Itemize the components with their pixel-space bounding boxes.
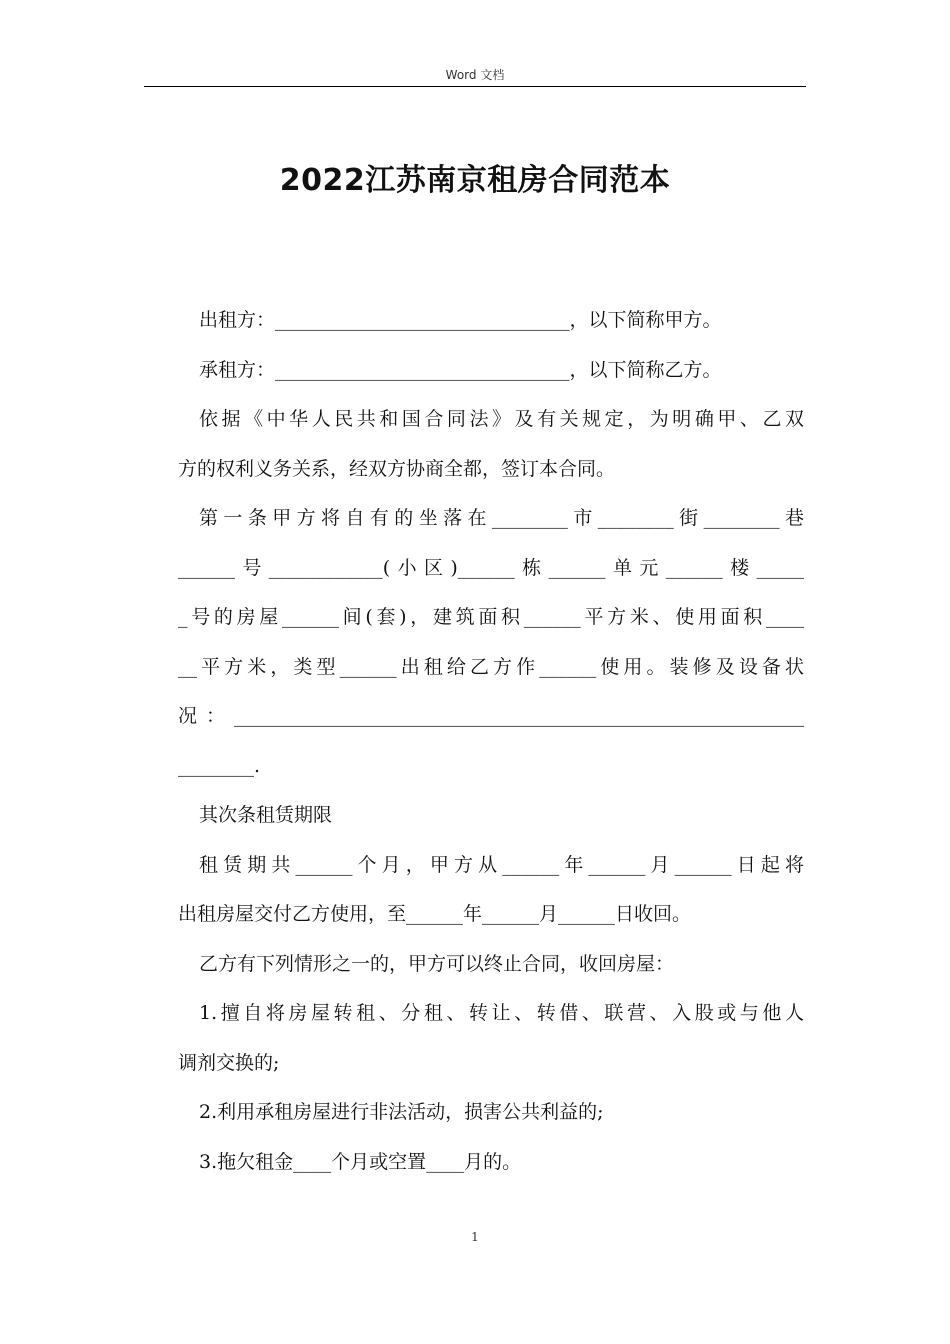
- paragraph-basis-line-2: 方的权利义务关系，经双方协商全都，签订本合同。: [178, 457, 616, 480]
- document-title: 2022江苏南京租房合同范本: [279, 163, 671, 198]
- paragraph-basis-line-1: 依据《中华人民共和国合同法》及有关规定，为明确甲、乙双: [199, 408, 804, 430]
- article-1-line-5: 况：____________________________________________________________: [178, 705, 804, 727]
- termination-item-2: 2.利用承租房屋进行非法活动，损害公共利益的;: [199, 1101, 604, 1123]
- document-header: Word 文档: [445, 68, 505, 82]
- article-1-line-2: ______号____________(小区)______栋______单元______楼_____: [178, 556, 804, 579]
- article-1-line-4: __平方米，类型______出租给乙方作______使用。装修及设备状: [178, 655, 804, 678]
- page-number: 1: [471, 1230, 479, 1244]
- lease-term-line-2: 出租房屋交付乙方使用，至______年______月______日收回。: [178, 903, 692, 925]
- paragraph-lessor: 出租方：_______________________________，以下简称甲方。: [199, 309, 722, 331]
- paragraph-lessee: 承租方：_______________________________，以下简称乙方。: [199, 358, 722, 381]
- document-body: [178, 296, 804, 1187]
- termination-intro: 乙方有下列情形之一的，甲方可以终止合同，收回房屋：: [199, 952, 675, 975]
- article-1-line-3: _号的房屋______间(套)，建筑面积______平方米、使用面积____: [178, 606, 804, 628]
- lease-term-line-1: 租赁期共______个月，甲方从______年______月______日起将: [199, 853, 804, 876]
- termination-item-1-line-1: 1.擅自将房屋转租、分租、转让、转借、联营、入股或与他人: [199, 1002, 804, 1024]
- article-2-heading: 其次条租赁期限: [199, 804, 333, 826]
- termination-item-1-line-2: 调剂交换的;: [178, 1051, 280, 1074]
- header-divider: [144, 86, 806, 87]
- article-1-line-1: 第一条甲方将自有的坐落在________市________街________巷: [199, 507, 804, 529]
- article-1-line-6: ________.: [178, 754, 261, 777]
- termination-item-3: 3.拖欠租金____个月或空置____月的。: [199, 1150, 522, 1173]
